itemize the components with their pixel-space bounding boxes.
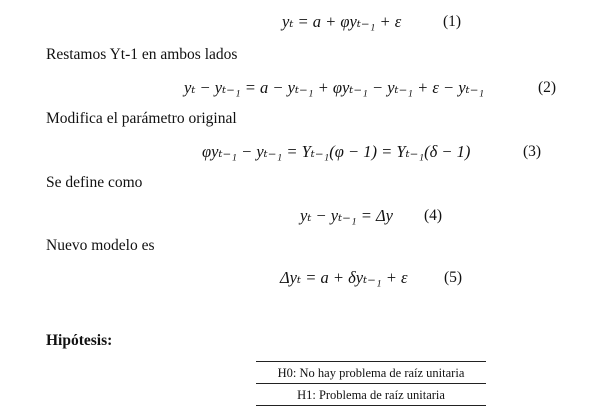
equation-5-number: (5) [444, 269, 463, 286]
equation-2 [184, 78, 484, 98]
table-bottom-rule [256, 405, 486, 406]
paragraph-se-define: Se define como [46, 174, 143, 191]
equation-4 [300, 206, 393, 226]
equation-3-formula: φyₜ₋₁ − yₜ₋₁ = Yₜ₋₁(φ − 1) = Yₜ₋₁(δ − 1) [202, 142, 471, 161]
equation-5 [280, 268, 408, 288]
hypotheses-table [256, 361, 486, 406]
equation-1-formula: yₜ = a + φyₜ₋₁ + ε [282, 12, 402, 31]
equation-5-formula: Δyₜ = a + δyₜ₋₁ + ε [280, 268, 408, 287]
paragraph-modifica: Modifica el parámetro original [46, 110, 237, 127]
hypothesis-h0: H0: No hay problema de raíz unitaria [277, 366, 465, 380]
equation-3 [202, 142, 470, 162]
hypothesis-h1: H1: Problema de raíz unitaria [297, 388, 445, 402]
hypotheses-heading: Hipótesis: [46, 332, 113, 349]
equation-4-formula: yₜ − yₜ₋₁ = Δy [300, 206, 394, 225]
equation-1-number: (1) [443, 13, 462, 30]
paragraph-restamos: Restamos Yt-1 en ambos lados [46, 46, 238, 63]
equation-3-number: (3) [523, 143, 542, 160]
equation-1 [282, 12, 401, 32]
equation-2-formula: yₜ − yₜ₋₁ = a − yₜ₋₁ + φyₜ₋₁ − yₜ₋₁ + ε − yₜ₋₁ [184, 78, 485, 97]
equation-2-number: (2) [538, 79, 557, 96]
equation-4-number: (4) [424, 207, 443, 224]
paragraph-nuevo-modelo: Nuevo modelo es [46, 237, 155, 254]
